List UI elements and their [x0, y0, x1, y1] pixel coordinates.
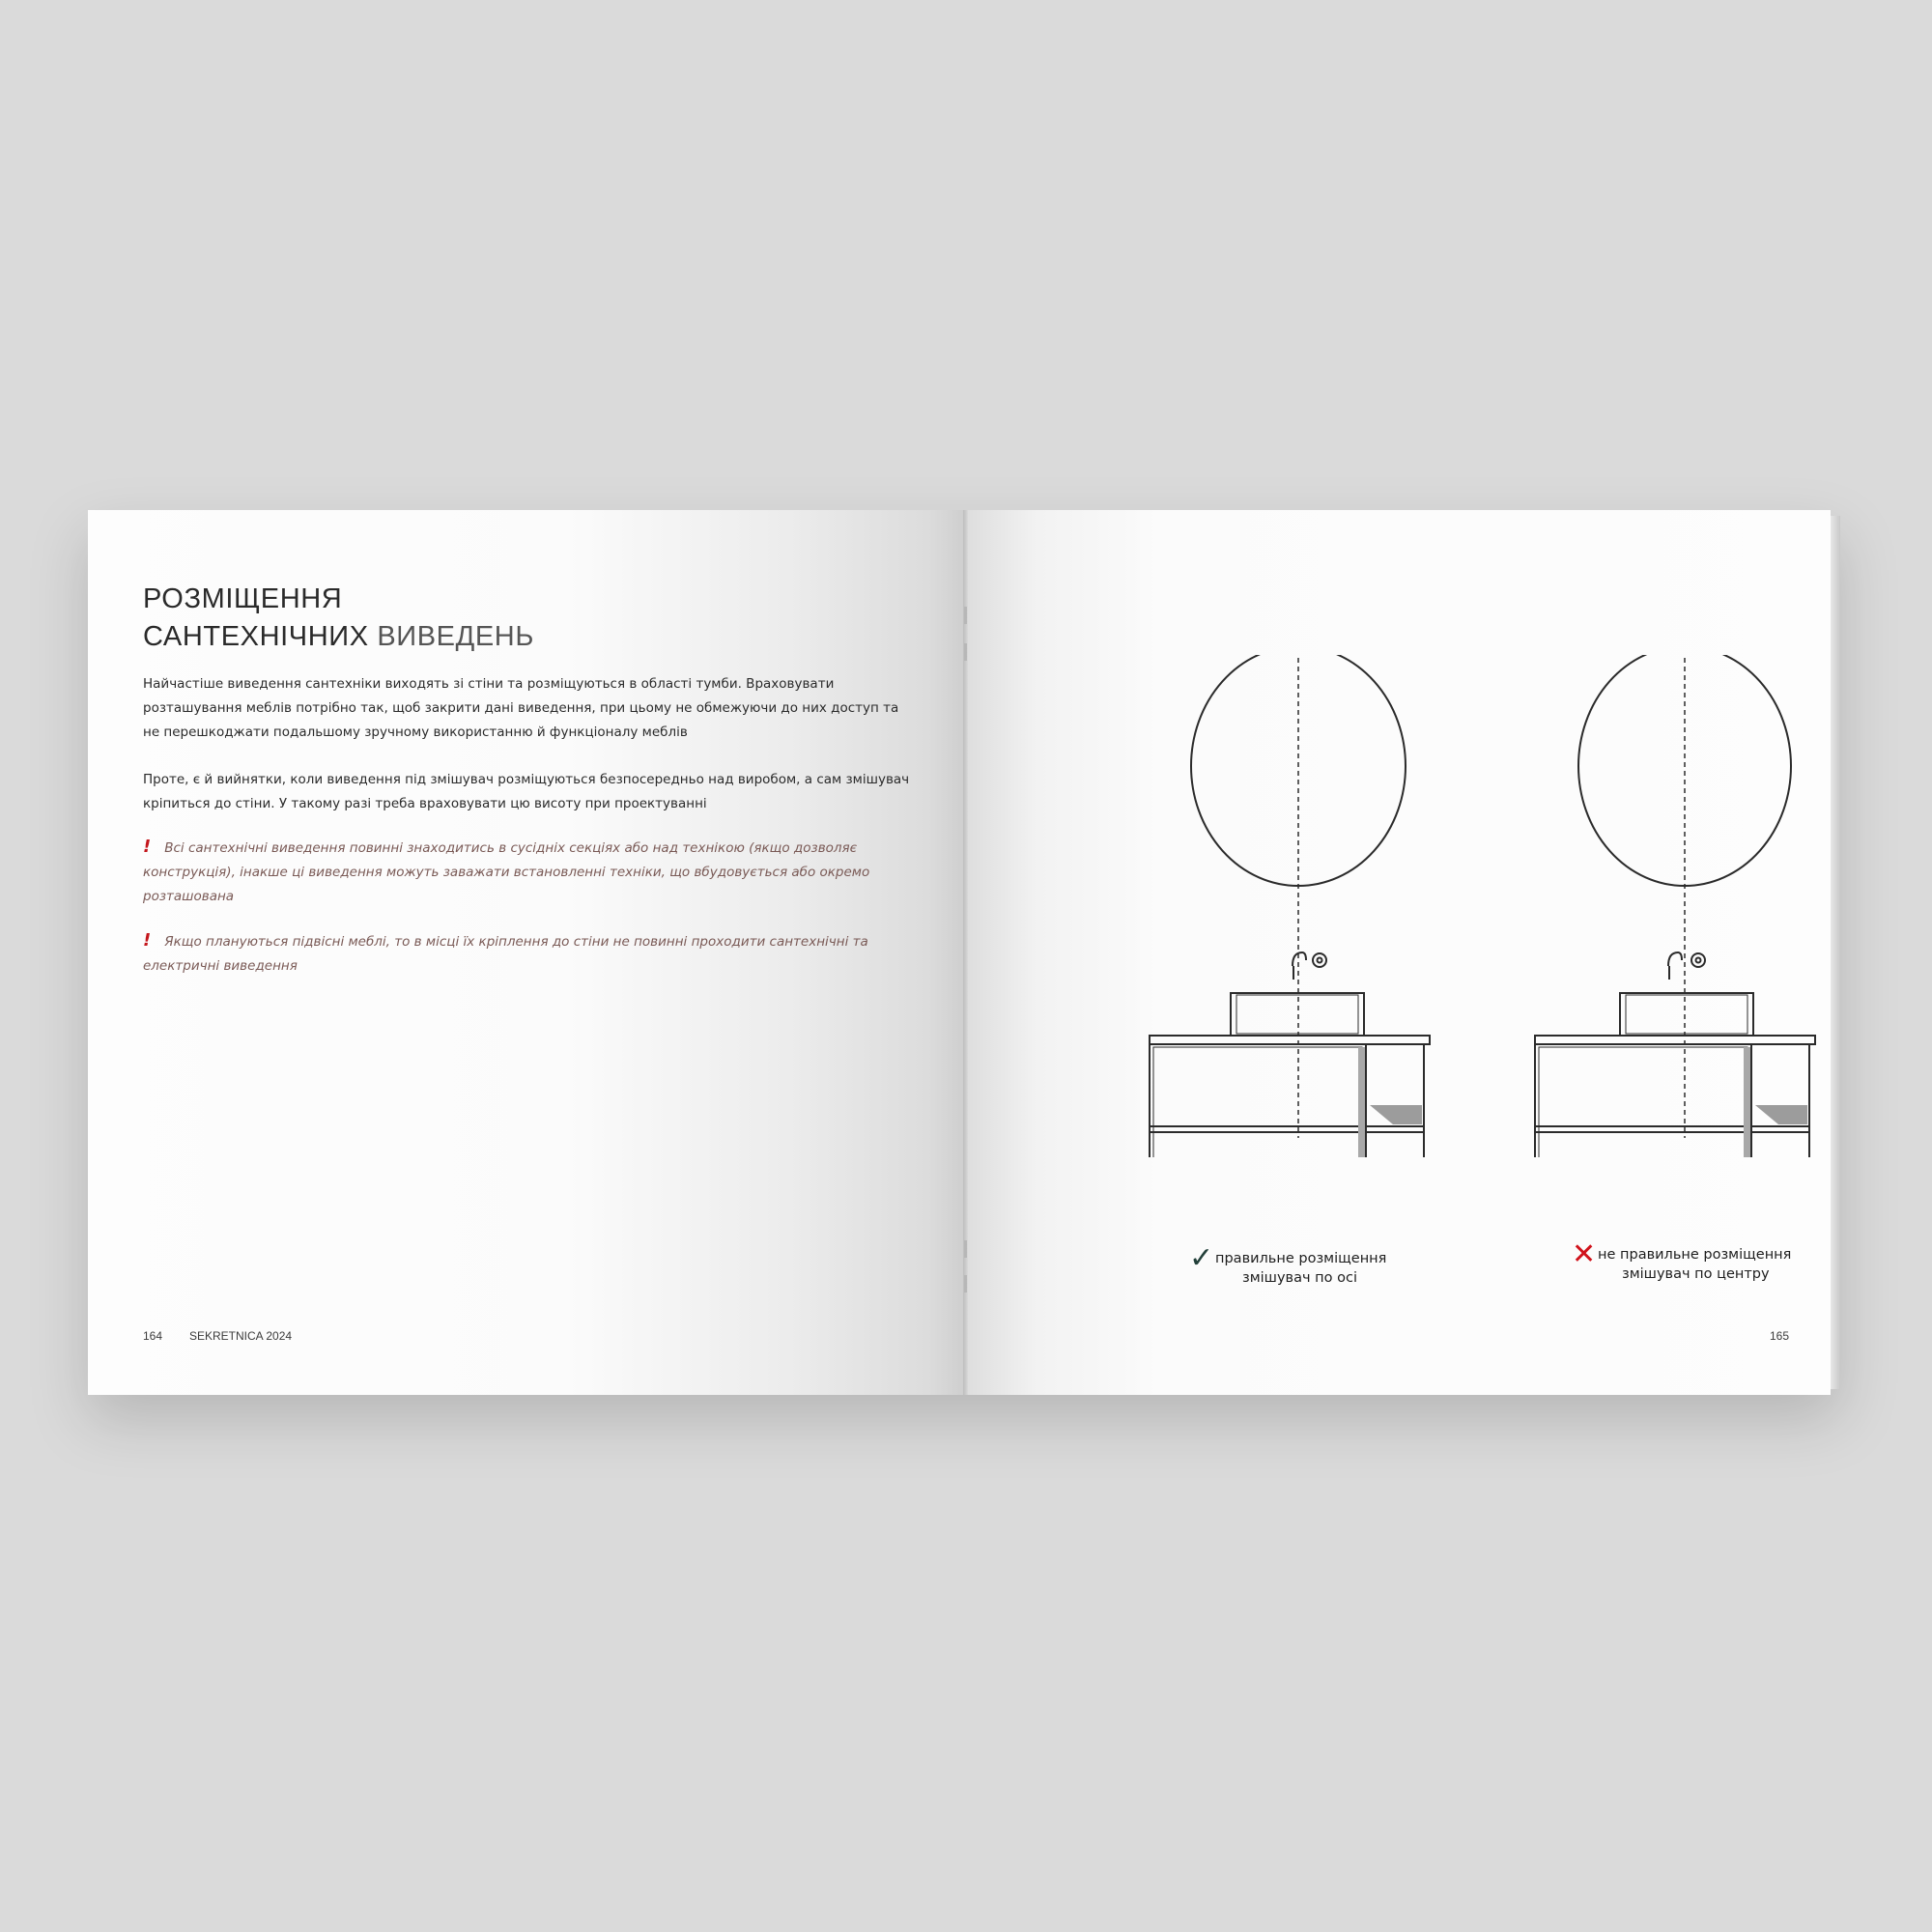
text-line	[143, 928, 906, 954]
page-title	[143, 581, 819, 656]
caption-line-2: змішувач по центру	[1622, 1266, 1770, 1282]
mixer-handle	[1313, 953, 1326, 967]
brochure-spread	[88, 510, 1840, 1395]
caption-line-2: змішувач по осі	[1242, 1270, 1357, 1286]
exclamation-icon: !	[143, 837, 152, 857]
text-line	[143, 835, 906, 861]
staple	[964, 1275, 967, 1293]
staple	[964, 643, 967, 661]
cross-icon: ✕	[1572, 1237, 1597, 1271]
text-line: розташування меблів потрібно так, щоб закрити дані виведення, при цьому не обмежуючи до них доступ та	[143, 700, 899, 716]
side-shelf	[1751, 1044, 1809, 1157]
text-line: електричні виведення	[143, 958, 298, 974]
text-line: розташована	[143, 889, 235, 904]
page-number-left: 164	[143, 1329, 163, 1343]
countertop	[1150, 1036, 1430, 1044]
left-page	[88, 510, 963, 1395]
paragraph-1	[143, 672, 916, 745]
shelf-shading	[1755, 1105, 1807, 1124]
warning-note-1	[143, 835, 906, 909]
text-line: кріпиться до стіни. У такому разі треба враховувати цю висоту при проектуванні	[143, 796, 707, 811]
mixer-spout	[1293, 952, 1306, 980]
exclamation-icon: !	[143, 930, 152, 951]
page-edge	[1831, 516, 1840, 1389]
title-word-2: ВИВЕДЕНЬ	[377, 621, 534, 653]
countertop	[1535, 1036, 1815, 1044]
text-line: конструкція), інакше ці виведення можуть заважати встановленні техніки, що вбудовується або окремо	[143, 865, 870, 880]
warning-note-2	[143, 928, 906, 979]
side-shelf	[1366, 1044, 1424, 1157]
title-word-1: САНТЕХНІЧНИХ	[143, 621, 369, 653]
cabinet-body	[1150, 1044, 1366, 1157]
vessel-basin	[1620, 993, 1753, 1036]
note-text: Якщо плануються підвісні меблі, то в місці їх кріплення до стіни не повинні проходити сантехнічні та	[164, 934, 868, 950]
cabinet-body	[1535, 1044, 1751, 1157]
vanity-sketch-incorrect	[1533, 655, 1823, 1157]
staple	[964, 1240, 967, 1258]
text-line: не перешкоджати подальшому зручному використанню й функціоналу меблів	[143, 724, 688, 740]
title-line-2	[143, 618, 819, 656]
title-line-1: РОЗМІЩЕННЯ	[143, 583, 343, 615]
note-text: Всі сантехнічні виведення повинні знаходитись в сусідніх секціях або над технікою (якщо дозволяє	[164, 840, 858, 856]
check-icon: ✓	[1189, 1241, 1214, 1275]
mixer-handle	[1691, 953, 1705, 967]
shelf-shading	[1370, 1105, 1422, 1124]
mixer-spout	[1668, 952, 1682, 980]
paragraph-2	[143, 768, 916, 816]
vanity-sketch-correct	[1148, 655, 1437, 1157]
caption-line-1: не правильне розміщення	[1598, 1247, 1792, 1263]
staple	[964, 607, 967, 624]
vanity-sketch-svg	[1148, 655, 1437, 1157]
text-line: Найчастіше виведення сантехніки виходять зі стіни та розміщуються в області тумби. Враховувати	[143, 676, 835, 692]
caption-line-1: правильне розміщення	[1215, 1251, 1387, 1266]
text-line: Проте, є й вийнятки, коли виведення під змішувач розміщуються безпосередньо над виробом, а сам змішувач	[143, 772, 910, 787]
vessel-basin	[1231, 993, 1364, 1036]
page-number-right: 165	[1770, 1329, 1790, 1343]
brand-name: SEKRETNICA 2024	[189, 1329, 293, 1343]
vanity-sketch-svg	[1533, 655, 1823, 1157]
